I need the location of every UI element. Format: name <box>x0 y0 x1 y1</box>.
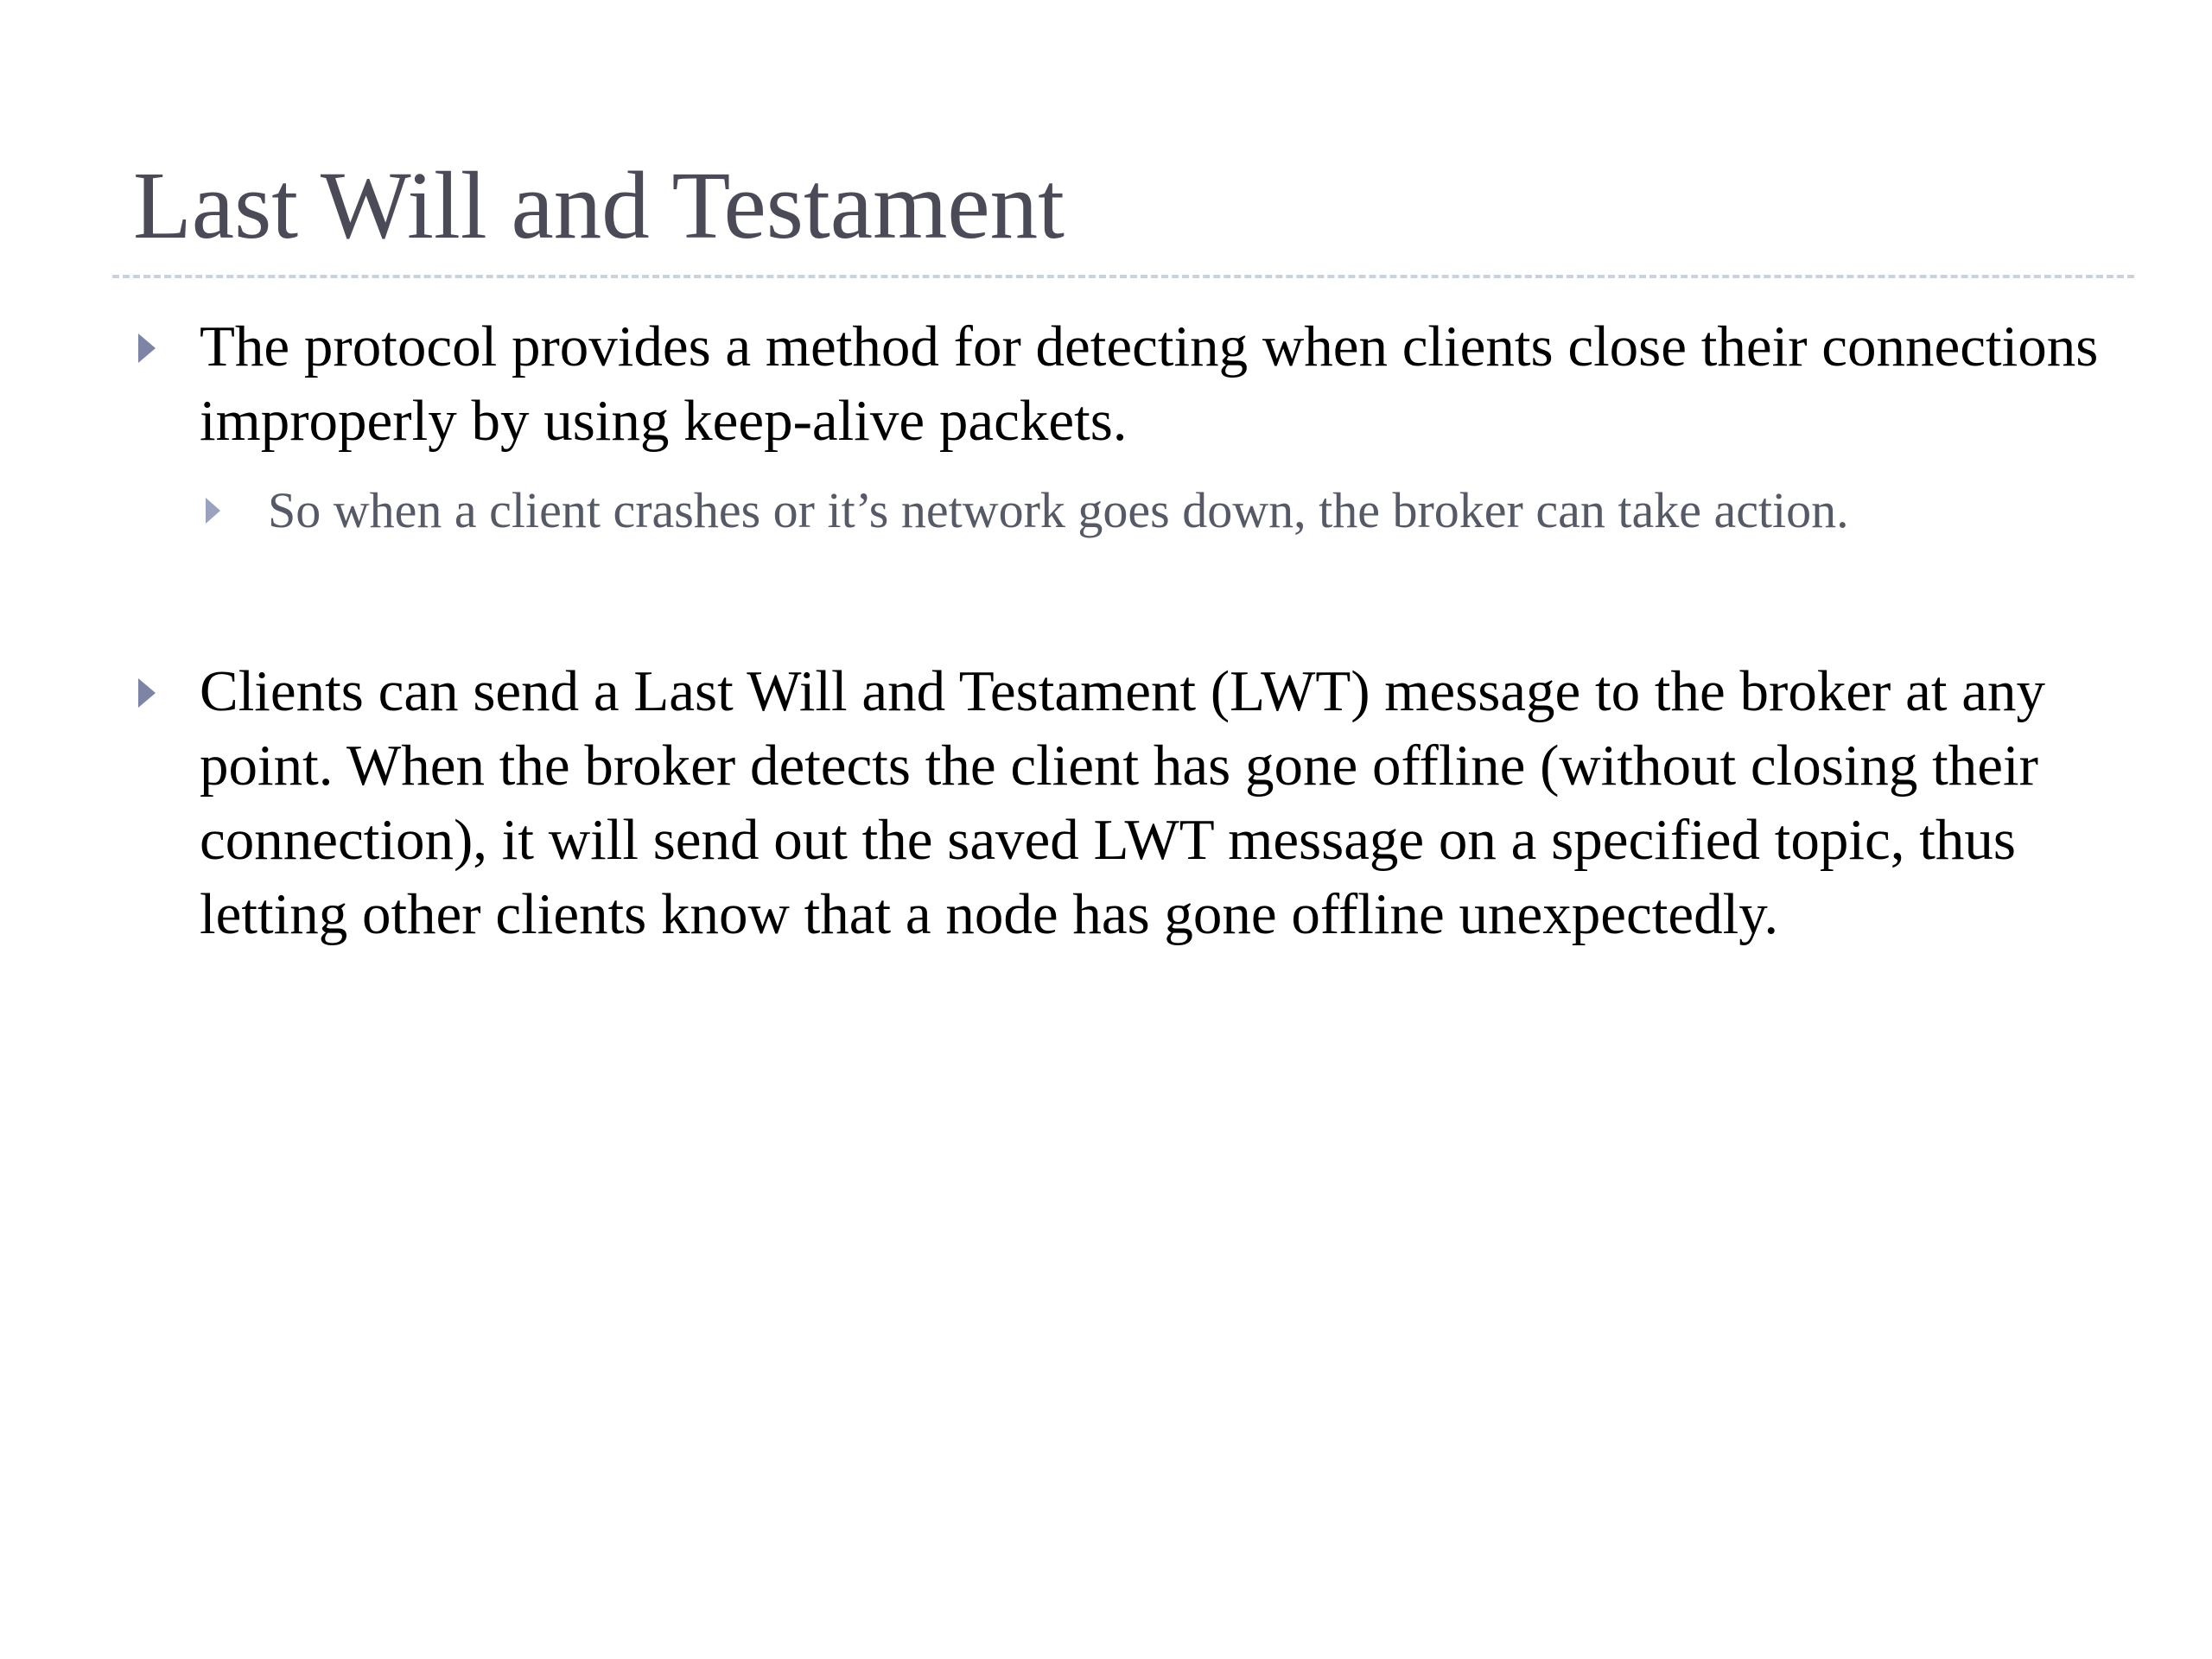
bullet-item-2: Clients can send a Last Will and Testament (LWT) message to the broker at any point. When the broker detects the client has gone offline (without closing their connection), it will send out the saved LWT message on a specified topic, thus letting other clients know that a node has gone offline unexpectedly. <box>200 659 2045 946</box>
slide-title: Last Will and Testament <box>133 153 1065 259</box>
bullet-arrow-icon <box>138 678 156 708</box>
sub-bullet-item-1: So when a client crashes or it’s network goes down, the broker can take action. <box>268 482 1849 538</box>
title-divider <box>112 275 2134 278</box>
sub-bullet-arrow-icon <box>206 498 220 524</box>
bullet-arrow-icon <box>138 334 156 363</box>
bullet-item-1: The protocol provides a method for detecting when clients close their connections improperly by using keep-alive packets. <box>200 315 2099 453</box>
